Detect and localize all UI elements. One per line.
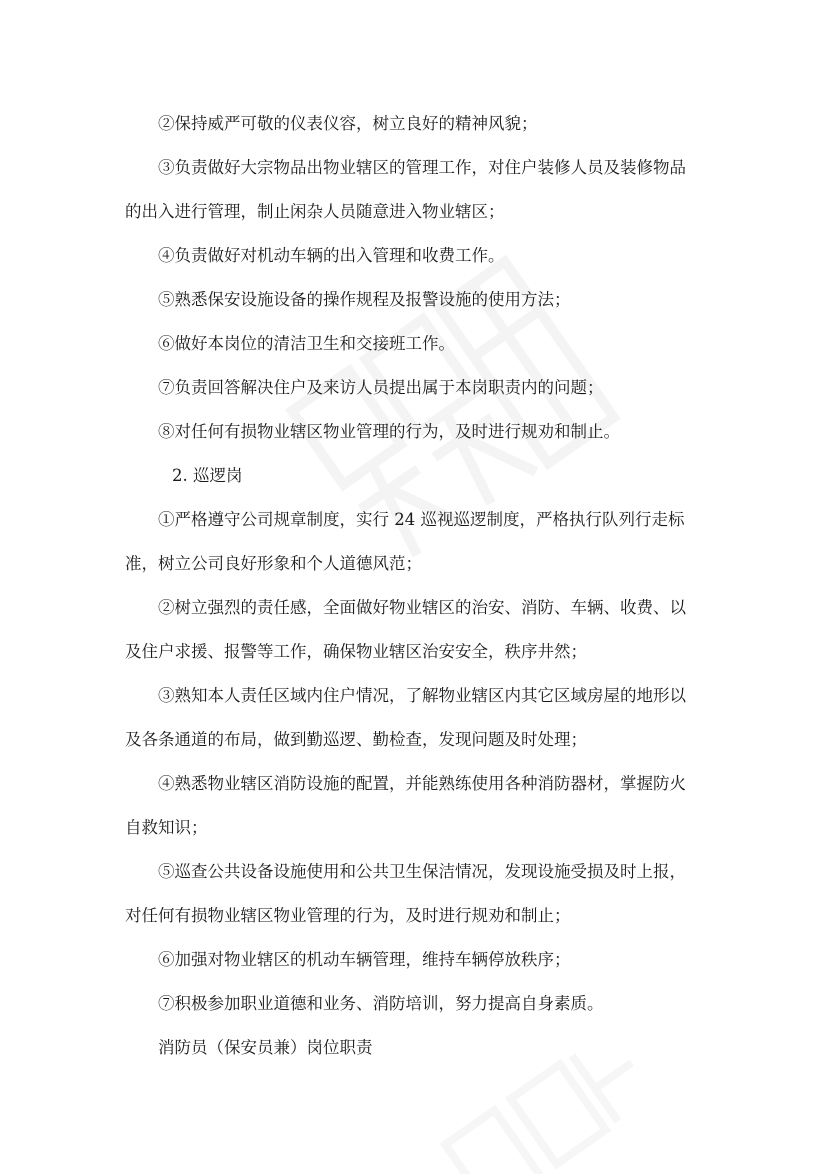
paragraph-line: ③熟知本人责任区域内住户情况，了解物业辖区内其它区域房屋的地形以	[158, 686, 686, 705]
paragraph-line: ⑥加强对物业辖区的机动车辆管理，维持车辆停放秩序；	[158, 950, 571, 969]
paragraph-line: ①严格遵守公司规章制度，实行 24 巡视巡逻制度，严格执行队列行走标	[158, 510, 685, 529]
paragraph-line: ④熟悉物业辖区消防设施的配置，并能熟练使用各种消防器材，掌握防火	[158, 774, 686, 793]
paragraph-line: ⑥做好本岗位的清洁卫生和交接班工作。	[158, 334, 455, 353]
paragraph-line: 准，树立公司良好形象和个人道德风范；	[125, 554, 422, 573]
paragraph-line: ⑦积极参加职业道德和业务、消防培训，努力提高自身素质。	[158, 994, 604, 1013]
watermark-logo-lower	[431, 1016, 669, 1174]
paragraph-line: ④负责做好对机动车辆的出入管理和收费工作。	[158, 246, 505, 265]
paragraph-line: 及住户求援、报警等工作，确保物业辖区治安安全，秩序井然；	[125, 642, 587, 661]
section-heading: 2. 巡逻岗	[172, 466, 243, 485]
paragraph-line: ⑤熟悉保安设施设备的操作规程及报警设施的使用方法；	[158, 290, 571, 309]
paragraph-line: 的出入进行管理，制止闲杂人员随意进入物业辖区；	[125, 202, 505, 221]
paragraph-line: ③负责做好大宗物品出物业辖区的管理工作，对住户装修人员及装修物品	[158, 158, 686, 177]
paragraph-line: ②保持威严可敬的仪表仪容，树立良好的精神风貌；	[158, 114, 538, 133]
paragraph-line: ⑤巡查公共设备设施使用和公共卫生保洁情况，发现设施受损及时上报，	[158, 862, 686, 881]
paragraph-line: 及各条通道的布局，做到勤巡逻、勤检查，发现问题及时处理；	[125, 730, 587, 749]
paragraph-line: ⑧对任何有损物业辖区物业管理的行为，及时进行规劝和制止。	[158, 422, 620, 441]
section-heading: 消防员（保安员兼）岗位职责	[158, 1038, 373, 1057]
paragraph-line: ②树立强烈的责任感，全面做好物业辖区的治安、消防、车辆、收费、以	[158, 598, 686, 617]
paragraph-line: 对任何有损物业辖区物业管理的行为，及时进行规劝和制止；	[125, 906, 571, 925]
paragraph-line: ⑦负责回答解决住户及来访人员提出属于本岗职责内的问题；	[158, 378, 604, 397]
paragraph-line: 自救知识；	[125, 818, 208, 837]
watermark-logo	[253, 217, 648, 602]
